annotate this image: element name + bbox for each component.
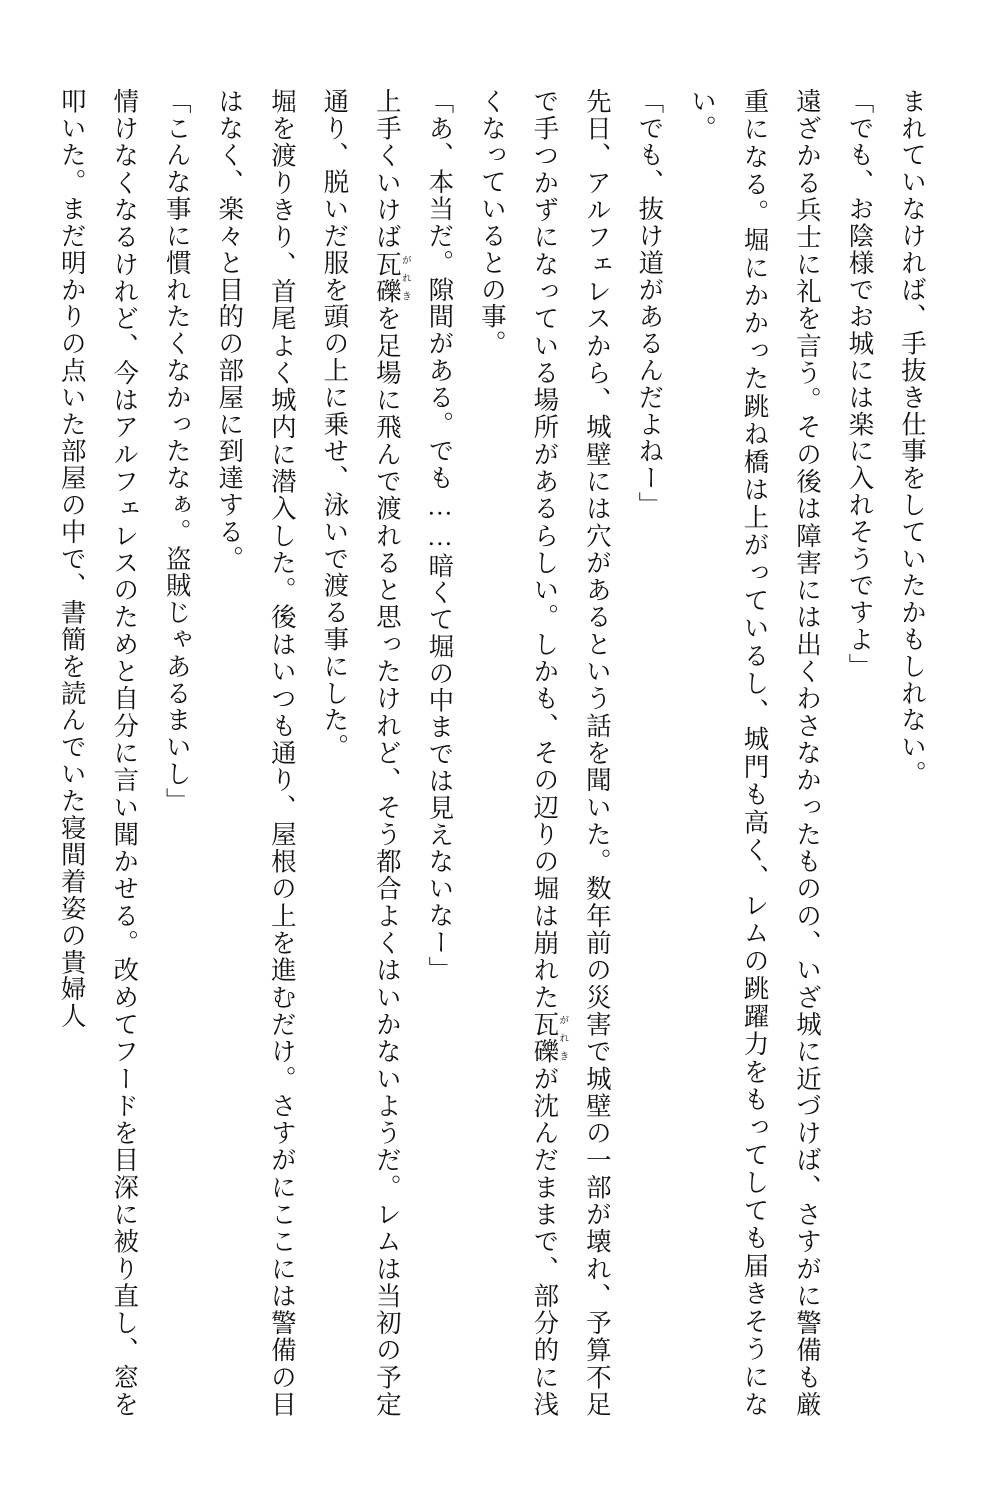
paragraph: 情けなくなるけれど、今はアルフェレスのためと自分に言い聞かせる。改めてフードを目深に被り直し、窓を叩いた。まだ明かりの点いた部屋の中で、書簡を読んでいた寝間着姿の貴婦人 xyxy=(57,88,140,1418)
paragraph: 「でも、お陰様でお城には楽に入れそうですよ」 xyxy=(845,88,875,680)
paragraph: 「でも、抜け道があるんだよねー」 xyxy=(635,88,665,519)
paragraph: 遠ざかる兵士に礼を言う。その後は障害には出くわさなかったものの、いざ城に近づけば、さすがに警備も厳重になる。堀にかかった跳ね橋は上がっているし、城門も高く、レムの跳躍力をもってしても届きそうにない。 xyxy=(687,88,822,1418)
paragraph: 「こんな事に慣れたくなかったなぁ。盗賊じゃあるまいし」 xyxy=(162,88,192,815)
paragraph: 上手くいけば瓦礫がれきを足場に飛んで渡れると思ったけれど、そう都合よくはいかないようだ。レムは当初の予定通り、脱いだ服を頭の上に乗せ、泳いで渡る事にした。 xyxy=(320,88,411,1418)
paragraph: 先日、アルフェレスから、城壁には穴があるという話を聞いた。数年前の災害で城壁の一部が壊れ、予算不足で手つかずになっている場所があるらしい。しかも、その辺りの堀は崩れた瓦礫がれきが沈んだままで、部分的に浅くなっているとの事。 xyxy=(477,88,612,1419)
paragraph: まれていなければ、手抜き仕事をしていたかもしれない。 xyxy=(898,88,927,788)
ruby-瓦礫: 瓦礫がれき xyxy=(530,1011,569,1066)
ruby-瓦礫: 瓦礫がれき xyxy=(372,250,411,306)
paragraph: 「あ、本当だ。隙間がある。でも……暗くて堀の中までは見えないなー」 xyxy=(425,88,455,983)
page-body-text xyxy=(57,88,938,1419)
paragraph: 堀を渡りきり、首尾よく城内に潜入した。後はいつも通り、屋根の上を進むだけ。さすがにここには警備の目はなく、楽々と目的の部屋に到達する。 xyxy=(215,88,297,1418)
